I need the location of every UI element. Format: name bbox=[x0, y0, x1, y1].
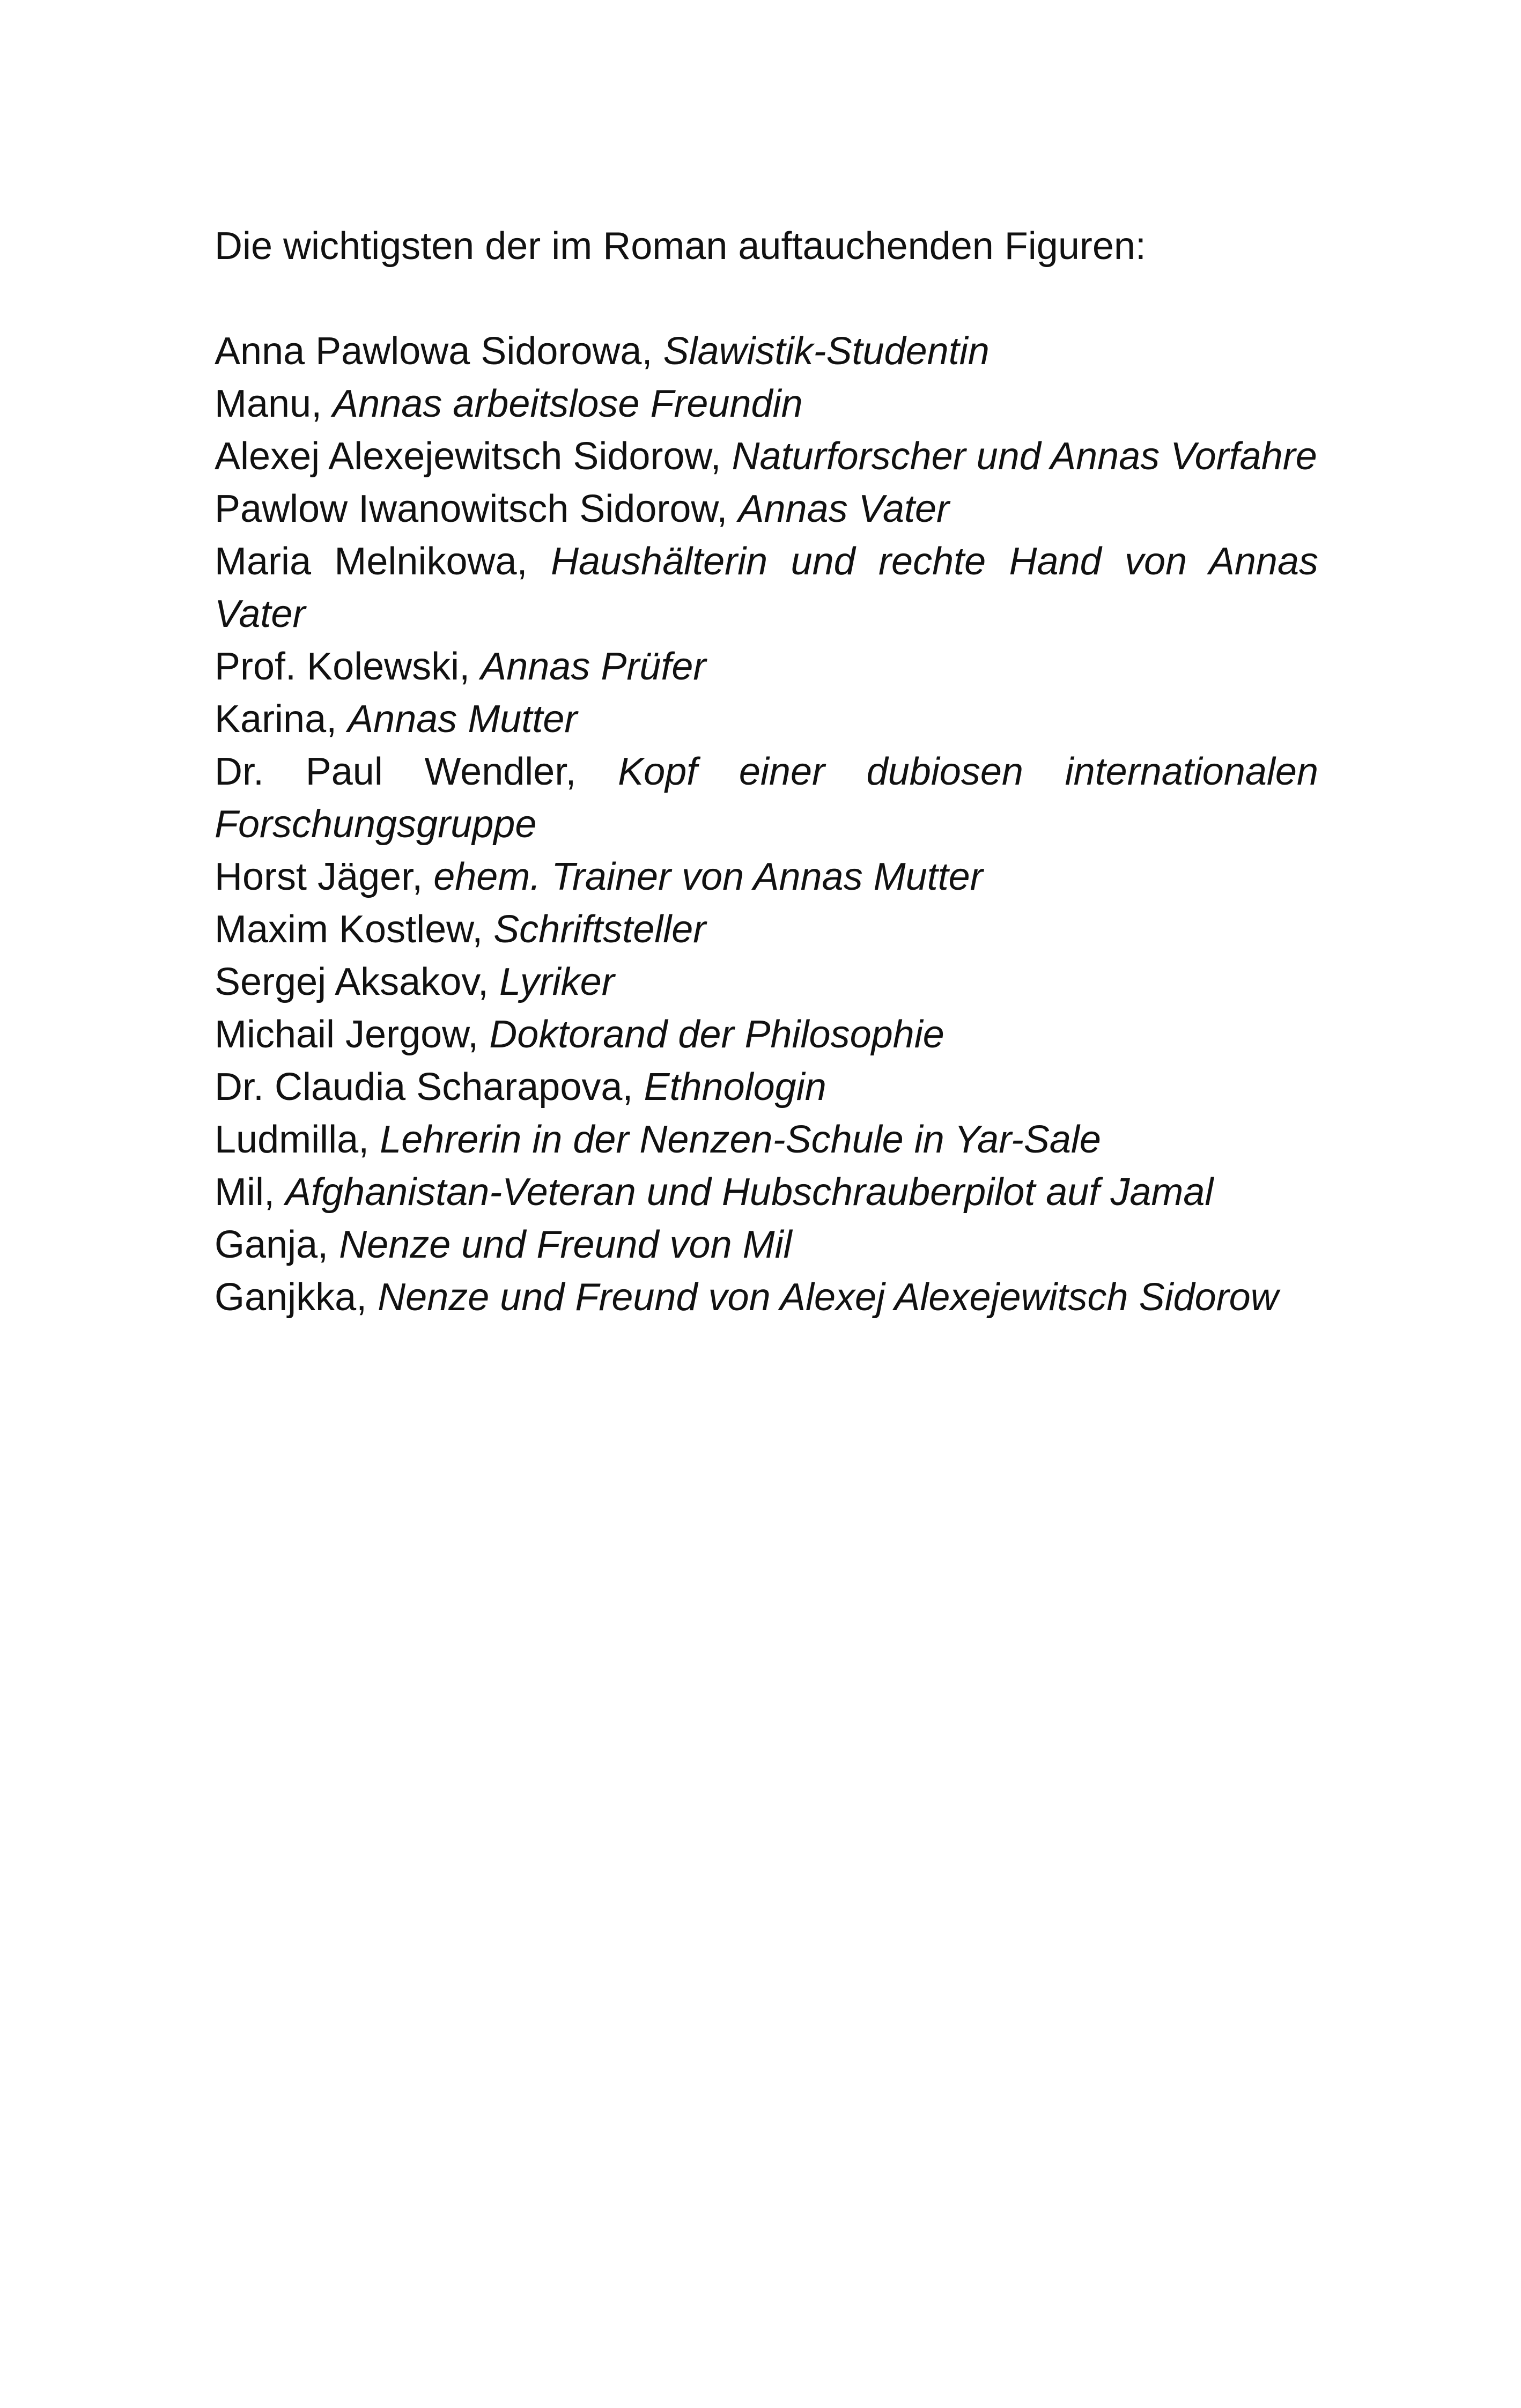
character-entry bbox=[215, 903, 1318, 956]
character-entry bbox=[215, 851, 1318, 903]
character-role: Annas Vater bbox=[738, 487, 950, 530]
character-role: Haushälterin und rechte Hand von Annas Vater bbox=[215, 540, 1318, 636]
character-name: Mil, bbox=[215, 1171, 275, 1214]
character-name: Anna Pawlowa Sidorowa, bbox=[215, 330, 653, 373]
character-name: Pawlow Iwanowitsch Sidorow, bbox=[215, 487, 728, 530]
character-name: Ganjkka, bbox=[215, 1276, 367, 1319]
character-role: Schriftsteller bbox=[493, 908, 706, 951]
character-entry bbox=[215, 483, 1318, 535]
page-heading: Die wichtigsten der im Roman auftauchenden Figuren: bbox=[215, 225, 1146, 268]
character-role: Naturforscher und Annas Vorfahre bbox=[732, 435, 1317, 478]
character-name: Michail Jergow, bbox=[215, 1013, 479, 1056]
character-name: Horst Jäger, bbox=[215, 855, 423, 898]
character-name: Ganja, bbox=[215, 1223, 329, 1266]
character-entry bbox=[215, 535, 1318, 640]
character-entry bbox=[215, 1166, 1318, 1218]
character-name: Maxim Kostlew, bbox=[215, 908, 483, 951]
character-name: Dr. Paul Wendler, bbox=[215, 750, 577, 793]
character-name: Ludmilla, bbox=[215, 1118, 370, 1161]
character-role: Nenze und Freund von Mil bbox=[339, 1223, 792, 1266]
book-page bbox=[215, 0, 1318, 2408]
character-role: Doktorand der Philosophie bbox=[489, 1013, 944, 1056]
character-entry bbox=[215, 745, 1318, 851]
character-role: Annas Mutter bbox=[348, 698, 578, 741]
character-role: Lyriker bbox=[499, 961, 615, 1003]
character-role: Kopf einer dubiosen internationalen Forschungsgruppe bbox=[215, 750, 1318, 846]
character-name: Sergej Aksakov, bbox=[215, 961, 489, 1003]
character-entry bbox=[215, 325, 1318, 378]
character-entry bbox=[215, 378, 1318, 430]
character-entry bbox=[215, 956, 1318, 1008]
character-role: Afghanistan-Veteran und Hubschrauberpilot auf Jamal bbox=[285, 1171, 1214, 1214]
character-entry bbox=[215, 640, 1318, 693]
character-name: Alexej Alexejewitsch Sidorow, bbox=[215, 435, 721, 478]
character-entry bbox=[215, 1061, 1318, 1113]
character-entry bbox=[215, 1218, 1318, 1271]
character-role: Annas arbeitslose Freundin bbox=[333, 382, 803, 425]
character-role: ehem. Trainer von Annas Mutter bbox=[433, 855, 983, 898]
character-entry bbox=[215, 430, 1318, 483]
character-role: Slawistik-Studentin bbox=[663, 330, 990, 373]
character-entry bbox=[215, 1008, 1318, 1061]
character-name: Prof. Kolewski, bbox=[215, 645, 470, 688]
character-name: Maria Melnikowa, bbox=[215, 540, 528, 583]
character-entry bbox=[215, 1113, 1318, 1166]
character-list bbox=[215, 325, 1318, 1324]
character-entry bbox=[215, 1271, 1318, 1324]
character-role: Lehrerin in der Nenzen-Schule in Yar-Sale bbox=[380, 1118, 1101, 1161]
character-entry bbox=[215, 693, 1318, 745]
character-name: Karina, bbox=[215, 698, 337, 741]
character-name: Manu, bbox=[215, 382, 322, 425]
character-name: Dr. Claudia Scharapova, bbox=[215, 1066, 633, 1109]
character-role: Nenze und Freund von Alexej Alexejewitsch Sidorow bbox=[378, 1276, 1279, 1319]
character-role: Annas Prüfer bbox=[481, 645, 706, 688]
character-role: Ethnologin bbox=[644, 1066, 826, 1109]
